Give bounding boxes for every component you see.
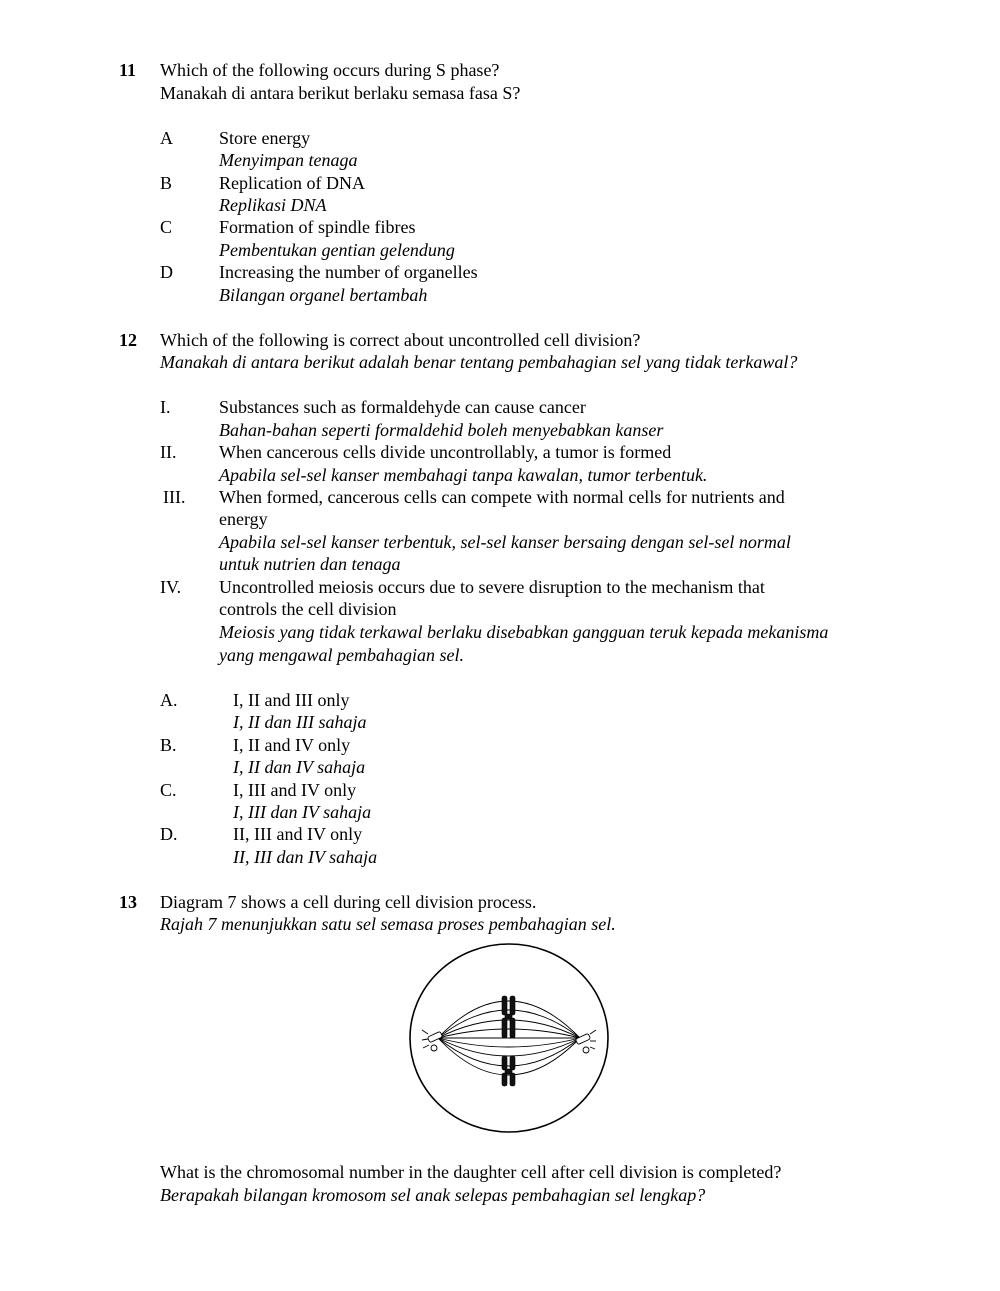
statement-numeral: III.	[163, 487, 186, 507]
option-letter[interactable]: B	[160, 173, 173, 193]
option-text-ms[interactable]: I, III dan IV sahaja	[233, 802, 372, 822]
cell-division-diagram	[408, 942, 610, 1134]
option-text-en[interactable]: I, III and IV only	[233, 780, 357, 800]
question-text-ms: Berapakah bilangan kromosom sel anak selepas pembahagian sel lengkap?	[160, 1185, 706, 1205]
option-text-ms[interactable]: Pembentukan gentian gelendung	[219, 240, 455, 260]
option-letter[interactable]: A	[160, 128, 173, 148]
option-text-ms[interactable]: Menyimpan tenaga	[219, 150, 358, 170]
statement-text-ms: yang mengawal pembahagian sel.	[219, 645, 464, 665]
question-number: 12	[119, 330, 137, 350]
option-text-ms[interactable]: Replikasi DNA	[219, 195, 327, 215]
statement-text-ms: Apabila sel-sel kanser membahagi tanpa kawalan, tumor terbentuk.	[219, 465, 708, 485]
option-text-en[interactable]: Formation of spindle fibres	[219, 217, 416, 237]
option-text-ms[interactable]: I, II dan IV sahaja	[233, 757, 366, 777]
statement-text-en: When cancerous cells divide uncontrollably, a tumor is formed	[219, 442, 672, 462]
statement-text-ms: Apabila sel-sel kanser terbentuk, sel-sel kanser bersaing dengan sel-sel normal	[219, 532, 791, 552]
question-number: 13	[119, 892, 137, 912]
statement-text-ms: untuk nutrien dan tenaga	[219, 554, 401, 574]
option-text-ms[interactable]: Bilangan organel bertambah	[219, 285, 428, 305]
statement-text-ms: Bahan-bahan seperti formaldehid boleh menyebabkan kanser	[219, 420, 664, 440]
question-number: 11	[119, 60, 137, 80]
option-letter[interactable]: C	[160, 217, 173, 237]
option-letter[interactable]: D	[160, 262, 173, 282]
option-letter[interactable]: C.	[160, 780, 177, 800]
option-text-en[interactable]: Replication of DNA	[219, 173, 365, 193]
question-stem-en: Diagram 7 shows a cell during cell division process.	[160, 892, 537, 912]
statement-text-en: Substances such as formaldehyde can cause cancer	[219, 397, 586, 417]
statement-text-en: energy	[219, 509, 268, 529]
question-stem-ms: Manakah di antara berikut berlaku semasa fasa S?	[160, 83, 521, 103]
option-text-en[interactable]: I, II and III only	[233, 690, 350, 710]
option-text-en[interactable]: Increasing the number of organelles	[219, 262, 478, 282]
option-letter[interactable]: D.	[160, 824, 178, 844]
option-letter[interactable]: A.	[160, 690, 178, 710]
statement-text-en: controls the cell division	[219, 599, 397, 619]
option-text-en[interactable]: Store energy	[219, 128, 311, 148]
question-stem-ms: Rajah 7 menunjukkan satu sel semasa proses pembahagian sel.	[160, 914, 616, 934]
statement-text-ms: Meiosis yang tidak terkawal berlaku disebabkan gangguan teruk kepada mekanisma	[219, 622, 829, 642]
option-letter[interactable]: B.	[160, 735, 177, 755]
option-text-ms[interactable]: II, III dan IV sahaja	[233, 847, 378, 867]
option-text-ms[interactable]: I, II dan III sahaja	[233, 712, 367, 732]
statement-numeral: II.	[160, 442, 177, 462]
option-text-en[interactable]: I, II and IV only	[233, 735, 351, 755]
centriole-left	[422, 1030, 443, 1051]
statement-numeral: IV.	[160, 577, 182, 597]
question-stem-ms: Manakah di antara berikut adalah benar tentang pembahagian sel yang tidak terkawal?	[160, 352, 798, 372]
statement-text-en: When formed, cancerous cells can compete with normal cells for nutrients and	[219, 487, 785, 507]
statement-text-en: Uncontrolled meiosis occurs due to severe disruption to the mechanism that	[219, 577, 765, 597]
centriole-right	[575, 1030, 596, 1053]
question-stem-en: Which of the following is correct about uncontrolled cell division?	[160, 330, 641, 350]
chromosomes	[502, 996, 515, 1086]
option-text-en[interactable]: II, III and IV only	[233, 824, 363, 844]
question-stem-en: Which of the following occurs during S phase?	[160, 60, 500, 80]
spindle-fibres	[438, 1001, 580, 1075]
statement-numeral: I.	[160, 397, 171, 417]
question-text-en: What is the chromosomal number in the daughter cell after cell division is completed?	[160, 1162, 782, 1182]
